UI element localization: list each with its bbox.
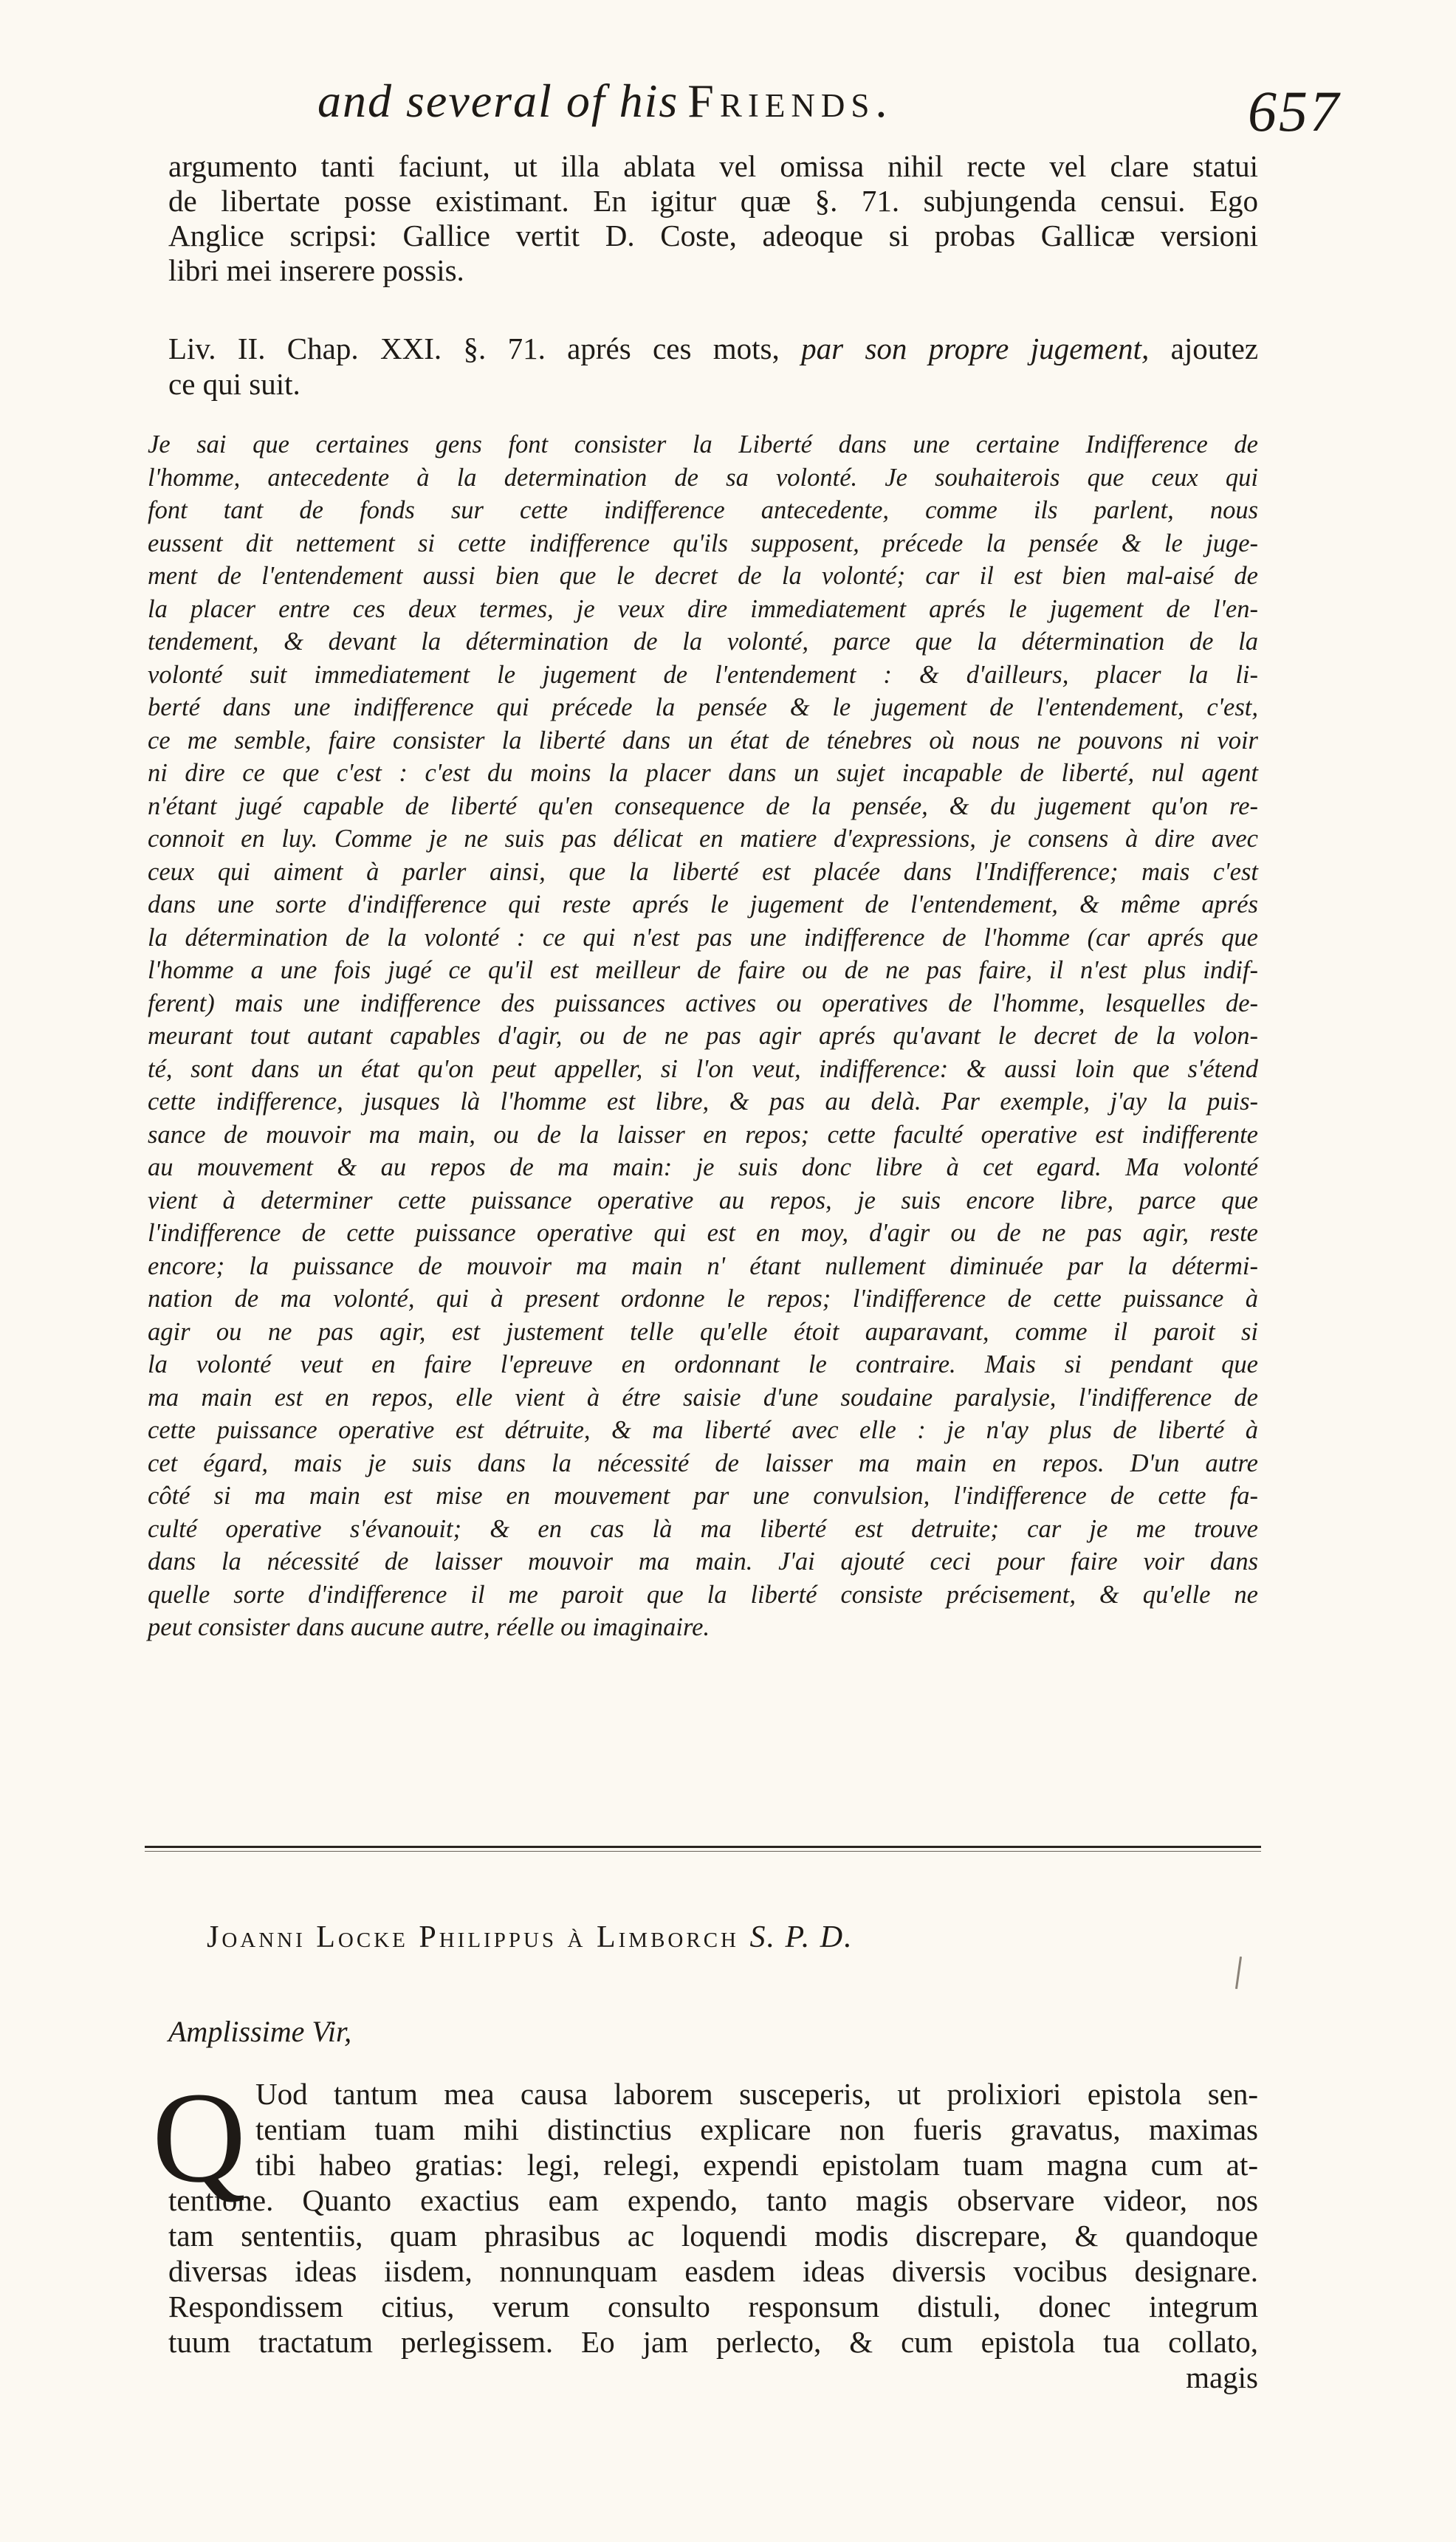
text-line: Uod tantum mea causa laborem susceperis, ut prolixiori epistola sen- bbox=[255, 2077, 1258, 2111]
latin-intro-paragraph bbox=[168, 149, 1258, 288]
text-line: font tant de fonds sur cette indifference antecedente, comme ils parlent, nous bbox=[148, 496, 1258, 524]
text-line bbox=[168, 331, 1258, 366]
text-line: dans la nécessité de laisser mouvoir ma main. J'ai ajouté ceci pour faire voir dans bbox=[148, 1547, 1258, 1576]
running-head-caps: Friends. bbox=[687, 75, 893, 127]
text-line: Anglice scripsi: Gallice vertit D. Coste, adeoque si probas Gallicæ versioni bbox=[168, 219, 1258, 253]
french-passage bbox=[148, 428, 1258, 1644]
text-line: eussent dit nettement si cette indifference qu'ils supposent, précede la pensée & le juge- bbox=[148, 529, 1258, 557]
text-line: tibi habeo gratias: legi, relegi, expendi epistolam tuam magna cum at- bbox=[255, 2148, 1258, 2182]
text-line: côté si ma main est mise en mouvement par une convulsion, l'indifference de cette fa- bbox=[148, 1482, 1258, 1510]
page-number: 657 bbox=[1248, 79, 1341, 143]
printer-mark bbox=[1235, 1957, 1242, 1989]
text-line: sance de mouvoir ma main, ou de la laisser en repos; cette faculté operative est indifferente bbox=[148, 1120, 1258, 1149]
instruction-prefix: Liv. II. Chap. XXI. §. 71. aprés ces mots, bbox=[168, 332, 780, 365]
text-line: berté dans une indifference qui précede la pensée & le jugement de l'entendement, c'est, bbox=[148, 693, 1258, 721]
text-line: la volonté veut en faire l'epreuve en ordonnant le contraire. Mais si pendant que bbox=[148, 1350, 1258, 1378]
text-line: ma main est en repos, elle vient à étre saisie d'une soudaine paralysie, l'indifference de bbox=[148, 1383, 1258, 1412]
text-line: vient à determiner cette puissance operative au repos, je suis encore libre, parce que bbox=[148, 1186, 1258, 1215]
text-line: tendement, & devant la détermination de la volonté, parce que la détermination de la bbox=[148, 628, 1258, 656]
text-line: volonté suit immediatement le jugement de l'entendement : & d'ailleurs, placer la li- bbox=[148, 660, 1258, 689]
text-line: ce qui suit. bbox=[168, 367, 301, 401]
text-line: ceux qui aiment à parler ainsi, que la liberté est placée dans l'Indifference; mais c'est bbox=[148, 857, 1258, 886]
drop-cap: Q bbox=[152, 2066, 247, 2210]
text-line: diversas ideas iisdem, nonnunquam easdem ideas diversis vocibus designare. bbox=[168, 2254, 1258, 2288]
salutation: Amplissime Vir, bbox=[168, 2015, 352, 2048]
text-line: connoit en luy. Comme je ne suis pas délicat en matiere d'expressions, je consens à dire avec bbox=[148, 825, 1258, 853]
text-line: Je sai que certaines gens font consister la Liberté dans une certaine Indifference de bbox=[148, 430, 1258, 458]
text-line: meurant tout autant capables d'agir, ou de ne pas agir aprés qu'avant le decret de la volon- bbox=[148, 1022, 1258, 1050]
text-line: l'homme, antecedente à la determination de sa volonté. Je souhaiterois que ceux qui bbox=[148, 463, 1258, 492]
text-line: la détermination de la volonté : ce qui n'est pas une indifference de l'homme (car aprés que bbox=[148, 923, 1258, 952]
text-line: cette indifference, jusques là l'homme est libre, & pas au delà. Par exemple, j'ay la puis- bbox=[148, 1088, 1258, 1116]
text-line: quelle sorte d'indifference il me paroit que la liberté consiste précisement, & qu'elle ne bbox=[148, 1580, 1258, 1609]
text-line: tentione. Quanto exactius eam expendo, tanto magis observare videor, nos bbox=[168, 2183, 1258, 2217]
catchword: magis bbox=[1186, 2360, 1258, 2394]
text-line: ment de l'entendement aussi bien que le decret de la volonté; car il est bien mal-aisé de bbox=[148, 562, 1258, 590]
letter-heading bbox=[207, 1920, 854, 1955]
text-line: peut consister dans aucune autre, réelle ou imaginaire. bbox=[148, 1613, 710, 1641]
text-line: argumento tanti faciunt, ut illa ablata vel omissa nihil recte vel clare statui bbox=[168, 149, 1258, 183]
letter-body bbox=[168, 2076, 1258, 2395]
text-line: ni dire ce que c'est : c'est du moins la placer dans un sujet incapable de liberté, nul agent bbox=[148, 759, 1258, 787]
text-line: l'indifference de cette puissance operative qui est en moy, d'agir ou de ne pas agir, reste bbox=[148, 1219, 1258, 1247]
letter-heading-abbrev: S. P. D. bbox=[749, 1920, 854, 1954]
text-line: nation de ma volonté, qui à present ordonne le repos; l'indifference de cette puissance à bbox=[148, 1285, 1258, 1313]
text-line: ce me semble, faire consister la liberté dans un état de ténebres où nous ne pouvons ni voir bbox=[148, 726, 1258, 755]
running-head bbox=[317, 74, 893, 128]
text-line: l'homme a une fois jugé ce qu'il est meilleur de faire ou de ne pas faire, il n'est plus indif- bbox=[148, 956, 1258, 984]
text-line: agir ou ne pas agir, est justement telle qu'elle étoit auparavant, comme il paroit si bbox=[148, 1317, 1258, 1346]
text-line: tentiam tuam mihi distinctius explicare non fueris gravatus, maximas bbox=[255, 2112, 1258, 2146]
text-line: ferent) mais une indifference des puissances actives ou operatives de l'homme, lesquelles de- bbox=[148, 989, 1258, 1017]
text-line: tuum tractatum perlegissem. Eo jam perlecto, & cum epistola tua collato, bbox=[168, 2325, 1258, 2359]
running-head-italic: and several of his bbox=[317, 75, 679, 127]
text-line: dans une sorte d'indifference qui reste aprés le jugement de l'entendement, & même aprés bbox=[148, 890, 1258, 918]
text-line: libri mei inserere possis. bbox=[168, 253, 464, 287]
text-line: de libertate posse existimant. En igitur quæ §. 71. subjungenda censui. Ego bbox=[168, 184, 1258, 218]
text-line: cet égard, mais je suis dans la nécessité de laisser ma main en repos. D'un autre bbox=[148, 1449, 1258, 1477]
instruction-italic: par son propre jugement, bbox=[801, 332, 1150, 365]
instruction-suffix: ajoutez bbox=[1170, 332, 1259, 365]
text-line: culté operative s'évanouit; & en cas là ma liberté est detruite; car je me trouve bbox=[148, 1514, 1258, 1543]
text-line: tam sententiis, quam phrasibus ac loquendi modis discrepare, & quandoque bbox=[168, 2219, 1258, 2253]
letter-heading-names: Joanni Locke Philippus à Limborch bbox=[207, 1920, 739, 1954]
text-line: n'étant jugé capable de liberté qu'en consequence de la pensée, & du jugement qu'on re- bbox=[148, 791, 1258, 820]
text-line: la placer entre ces deux termes, je veux dire immediatement aprés le jugement de l'en- bbox=[148, 594, 1258, 623]
text-line: cette puissance operative est détruite, & ma liberté avec elle : je n'ay plus de liberté à bbox=[148, 1416, 1258, 1444]
chapter-instruction bbox=[168, 331, 1258, 402]
text-line: Respondissem citius, verum consulto responsum distuli, donec integrum bbox=[168, 2289, 1258, 2323]
section-divider bbox=[145, 1846, 1261, 1848]
text-line: té, sont dans un état qu'on peut appeller, si l'on veut, indifference: & aussi loin que s'étend bbox=[148, 1054, 1258, 1083]
text-line: encore; la puissance de mouvoir ma main n' étant nullement diminuée par la détermi- bbox=[148, 1251, 1258, 1280]
text-line: au mouvement & au repos de ma main: je suis donc libre à cet egard. Ma volonté bbox=[148, 1153, 1258, 1181]
